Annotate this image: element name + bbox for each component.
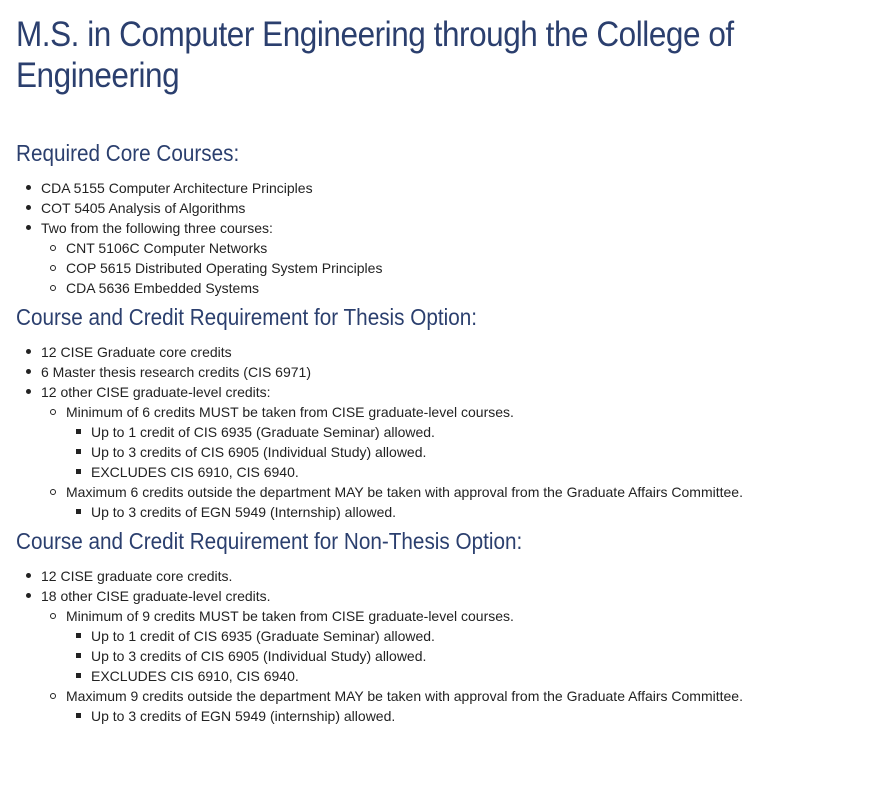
- list-item: Up to 1 credit of CIS 6935 (Graduate Seminar) allowed.: [66, 422, 866, 442]
- thesis-min-details-list: [66, 422, 866, 482]
- thesis-option-heading: Course and Credit Requirement for Thesis Option:: [16, 304, 477, 330]
- square-bullet-icon: [76, 469, 81, 474]
- bullet-icon: [26, 593, 31, 598]
- list-item: 12 CISE graduate core credits.: [16, 566, 866, 586]
- list-item: CNT 5106C Computer Networks: [41, 238, 866, 258]
- core-courses-list: [16, 178, 866, 298]
- list-item: 18 other CISE graduate-level credits. Minimum of 9 credits MUST be taken from CISE graduate-level courses. Up to 1 credit of CIS 6935 (Graduate Seminar) allowed. Up to 3 credits of CIS 6905 (Individual Study) allowed. EXCLUDES CIS 6910, CIS 6940. Maximum 9 credits outside the department MAY be taken with approval from the Graduate Affairs Committee. Up to 3 credits of EGN 5949 (internship) allowed.: [16, 586, 866, 726]
- list-item: CDA 5636 Embedded Systems: [41, 278, 866, 298]
- bullet-icon: [26, 225, 31, 230]
- square-bullet-icon: [76, 713, 81, 718]
- bullet-icon: [26, 389, 31, 394]
- square-bullet-icon: [76, 653, 81, 658]
- square-bullet-icon: [76, 509, 81, 514]
- circle-bullet-icon: [50, 613, 56, 619]
- list-item: Maximum 6 credits outside the department MAY be taken with approval from the Graduate Affairs Committee. Up to 3 credits of EGN 5949 (Internship) allowed.: [41, 482, 866, 522]
- nonthesis-max-details-list: [66, 706, 866, 726]
- circle-bullet-icon: [50, 285, 56, 291]
- nonthesis-option-heading: Course and Credit Requirement for Non-Thesis Option:: [16, 528, 523, 554]
- circle-bullet-icon: [50, 265, 56, 271]
- list-item: COT 5405 Analysis of Algorithms: [16, 198, 866, 218]
- square-bullet-icon: [76, 449, 81, 454]
- circle-bullet-icon: [50, 245, 56, 251]
- list-item: Minimum of 6 credits MUST be taken from CISE graduate-level courses. Up to 1 credit of CIS 6935 (Graduate Seminar) allowed. Up to 3 credits of CIS 6905 (Individual Study) allowed. EXCLUDES CIS 6910, CIS 6940.: [41, 402, 866, 482]
- list-item: 12 other CISE graduate-level credits: Minimum of 6 credits MUST be taken from CISE graduate-level courses. Up to 1 credit of CIS 6935 (Graduate Seminar) allowed. Up to 3 credits of CIS 6905 (Individual Study) allowed. EXCLUDES CIS 6910, CIS 6940. Maximum 6 credits outside the department MAY be taken with approval from the Graduate Affairs Committee. Up to 3 credits of EGN 5949 (Internship) allowed.: [16, 382, 866, 522]
- nonthesis-sub-list: [41, 606, 866, 726]
- list-item: Up to 3 credits of CIS 6905 (Individual Study) allowed.: [66, 646, 866, 666]
- list-item: Up to 3 credits of EGN 5949 (internship) allowed.: [66, 706, 866, 726]
- nonthesis-requirements-list: [16, 566, 866, 726]
- bullet-icon: [26, 349, 31, 354]
- list-item: Minimum of 9 credits MUST be taken from CISE graduate-level courses. Up to 1 credit of CIS 6935 (Graduate Seminar) allowed. Up to 3 credits of CIS 6905 (Individual Study) allowed. EXCLUDES CIS 6910, CIS 6940.: [41, 606, 866, 686]
- thesis-sub-list: [41, 402, 866, 522]
- circle-bullet-icon: [50, 693, 56, 699]
- circle-bullet-icon: [50, 409, 56, 415]
- list-item: Maximum 9 credits outside the department MAY be taken with approval from the Graduate Affairs Committee. Up to 3 credits of EGN 5949 (internship) allowed.: [41, 686, 866, 726]
- bullet-icon: [26, 205, 31, 210]
- list-item: 6 Master thesis research credits (CIS 6971): [16, 362, 866, 382]
- bullet-icon: [26, 185, 31, 190]
- square-bullet-icon: [76, 673, 81, 678]
- square-bullet-icon: [76, 633, 81, 638]
- bullet-icon: [26, 369, 31, 374]
- core-choices-list: [41, 238, 866, 298]
- thesis-max-details-list: [66, 502, 866, 522]
- list-item: 12 CISE Graduate core credits: [16, 342, 866, 362]
- list-item: CDA 5155 Computer Architecture Principles: [16, 178, 866, 198]
- thesis-requirements-list: [16, 342, 866, 522]
- nonthesis-min-details-list: [66, 626, 866, 686]
- list-item: COP 5615 Distributed Operating System Principles: [41, 258, 866, 278]
- list-item: Up to 1 credit of CIS 6935 (Graduate Seminar) allowed.: [66, 626, 866, 646]
- list-item: EXCLUDES CIS 6910, CIS 6940.: [66, 666, 866, 686]
- list-item: Up to 3 credits of CIS 6905 (Individual Study) allowed.: [66, 442, 866, 462]
- core-courses-heading: Required Core Courses:: [16, 140, 240, 166]
- circle-bullet-icon: [50, 489, 56, 495]
- list-item: EXCLUDES CIS 6910, CIS 6940.: [66, 462, 866, 482]
- square-bullet-icon: [76, 429, 81, 434]
- page-content: [16, 14, 866, 730]
- list-item: Up to 3 credits of EGN 5949 (Internship) allowed.: [66, 502, 866, 522]
- page-title: M.S. in Computer Engineering through the College of Engineering: [16, 15, 734, 95]
- bullet-icon: [26, 573, 31, 578]
- list-item: Two from the following three courses: CNT 5106C Computer Networks COP 5615 Distributed Operating System Principles CDA 5636 Embedded Systems: [16, 218, 866, 298]
